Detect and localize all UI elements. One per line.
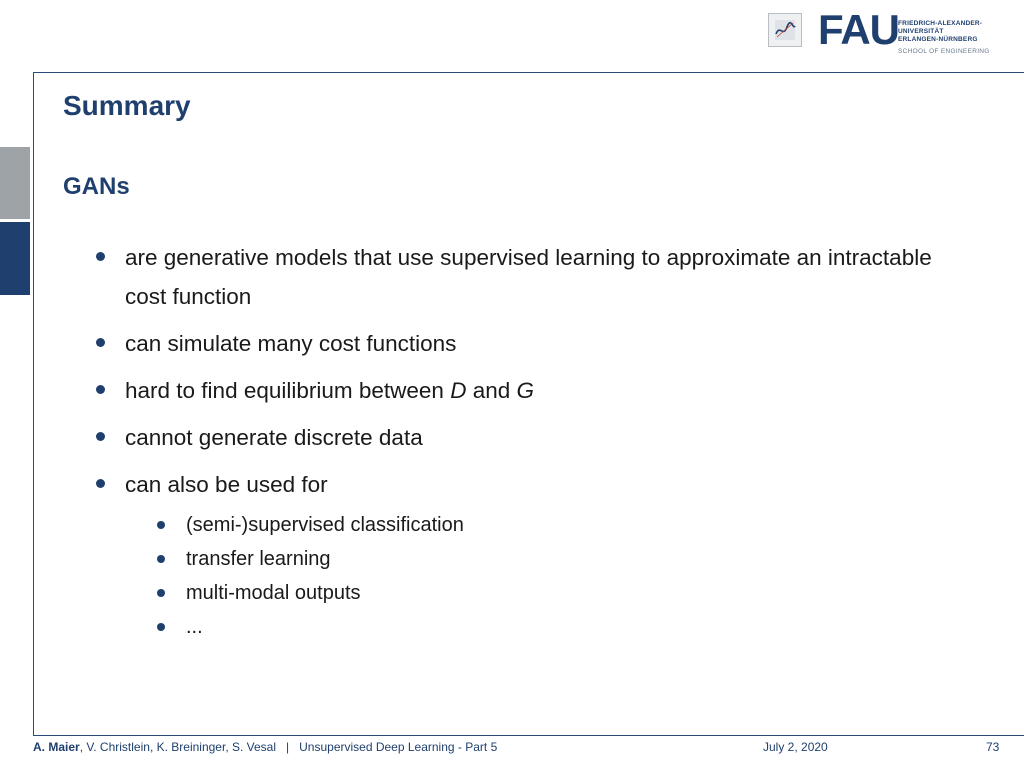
variable-d: D — [450, 378, 467, 403]
footer-date: July 2, 2020 — [763, 740, 828, 754]
sub-bullet-item: (semi-)supervised classification — [157, 508, 976, 542]
bullet-item: can simulate many cost functions — [96, 324, 976, 363]
slide-subtitle: GANs — [63, 173, 130, 200]
sub-bullet-item: multi-modal outputs — [157, 576, 976, 610]
page-number: 73 — [986, 740, 1000, 754]
footer-authors: A. Maier, V. Christlein, K. Breininger, S. Vesal | Unsupervised Deep Learning - Part 5 — [33, 740, 498, 754]
bullet-item: cannot generate discrete data — [96, 418, 976, 457]
sub-bullet-item: transfer learning — [157, 542, 976, 576]
institution-name: FRIEDRICH-ALEXANDER- UNIVERSITÄT ERLANGEN-NÜRNBERG — [898, 20, 983, 43]
slide-title: Summary — [63, 90, 191, 121]
section-marker-active — [0, 222, 30, 295]
bullet-item: can also be used for — [96, 465, 976, 504]
fau-logo: FAU — [818, 6, 899, 53]
section-marker-inactive — [0, 147, 30, 219]
bullet-item: are generative models that use supervised learning to approximate an intractable cost function — [96, 238, 976, 316]
sub-bullet-item: ... — [157, 610, 976, 644]
bullet-item: hard to find equilibrium between D and G — [96, 371, 976, 410]
school-name: SCHOOL OF ENGINEERING — [898, 48, 990, 55]
bullet-list — [96, 238, 976, 644]
lab-logo-icon — [768, 13, 802, 47]
variable-g: G — [516, 378, 535, 403]
sub-bullet-list — [157, 508, 976, 644]
